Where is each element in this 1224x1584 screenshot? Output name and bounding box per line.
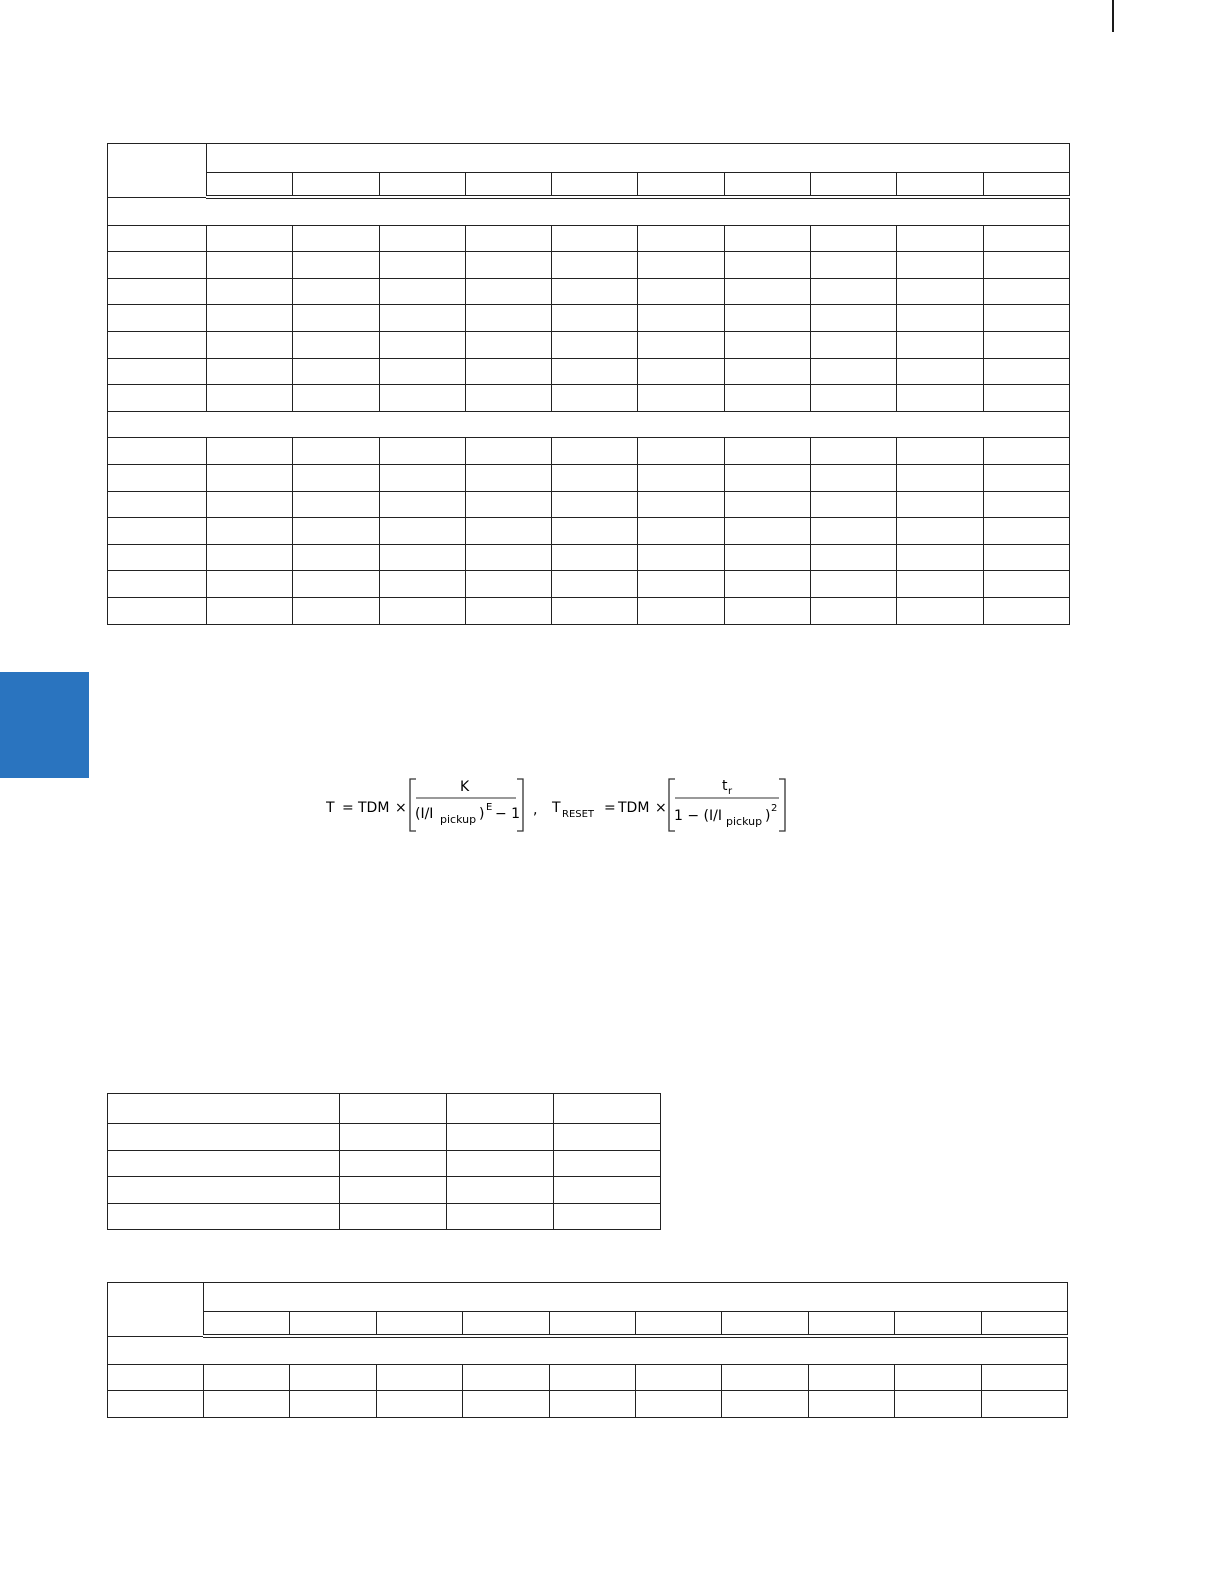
table-cell	[379, 597, 465, 624]
trip-time-equation	[326, 776, 796, 836]
table-cell	[811, 464, 897, 491]
table-cell	[554, 1150, 661, 1177]
eq-treset: T	[552, 800, 561, 816]
eq-times-2: ×	[655, 800, 667, 816]
table-cell	[379, 305, 465, 332]
header-cell	[204, 1312, 290, 1337]
table-cell	[293, 491, 379, 518]
table-cell	[293, 544, 379, 571]
table-cell	[554, 1177, 661, 1204]
table-cell	[811, 438, 897, 465]
table-cell	[981, 1391, 1067, 1418]
table-cell	[207, 438, 293, 465]
header-cell	[981, 1312, 1067, 1337]
chapter-side-tab	[0, 672, 89, 778]
table-row	[108, 358, 1070, 385]
table-cell	[638, 544, 724, 571]
table-cell	[724, 225, 810, 252]
table-cell	[108, 544, 207, 571]
table-cell	[465, 331, 551, 358]
table-cell	[722, 1391, 808, 1418]
table-cell	[724, 252, 810, 279]
header-cell	[897, 173, 983, 198]
table-cell	[340, 1203, 447, 1230]
table-cell	[108, 518, 207, 545]
curve-constants-table	[107, 1093, 661, 1230]
table-cell	[293, 305, 379, 332]
bracket-right-2-icon	[779, 779, 785, 831]
table-cell	[207, 252, 293, 279]
table-row	[108, 1177, 661, 1204]
table-cell	[724, 278, 810, 305]
table-cell	[447, 1124, 554, 1151]
header-cell	[722, 1312, 808, 1337]
table-cell	[983, 518, 1069, 545]
table-cell	[724, 358, 810, 385]
header-cell	[724, 173, 810, 198]
header-cell	[379, 173, 465, 198]
table-row	[108, 491, 1070, 518]
table-cell	[552, 491, 638, 518]
table-cell	[897, 464, 983, 491]
table-cell	[724, 571, 810, 598]
table-row	[108, 385, 1070, 412]
table-cell	[465, 438, 551, 465]
table-cell	[293, 597, 379, 624]
table-cell	[552, 278, 638, 305]
eq-pickup-sub-2: pickup	[726, 815, 763, 828]
header-row	[108, 1283, 1068, 1312]
table-cell	[207, 225, 293, 252]
table-cell	[811, 252, 897, 279]
table-cell	[897, 252, 983, 279]
table-cell	[379, 518, 465, 545]
table-cell	[811, 518, 897, 545]
table-cell	[463, 1364, 549, 1391]
table-cell	[465, 518, 551, 545]
table-cell	[811, 385, 897, 412]
header-cell	[552, 173, 638, 198]
header-cell	[808, 1312, 894, 1337]
table-cell	[108, 438, 207, 465]
eq-exp-2: 2	[771, 803, 778, 814]
header-cell	[290, 1312, 376, 1337]
table-cell	[638, 225, 724, 252]
table-cell	[108, 464, 207, 491]
table-cell	[108, 225, 207, 252]
eq-paren: )	[479, 806, 485, 822]
table-cell	[552, 331, 638, 358]
header-cell	[108, 1094, 340, 1124]
table-cell	[465, 491, 551, 518]
header-cell	[549, 1312, 635, 1337]
table-cell	[293, 518, 379, 545]
eq-equals-2: =	[604, 800, 616, 816]
table-row	[108, 518, 1070, 545]
header-row	[108, 144, 1070, 173]
table-cell	[897, 331, 983, 358]
table-cell	[379, 358, 465, 385]
header-corner-cell	[108, 144, 207, 198]
table-cell	[897, 358, 983, 385]
table-cell	[983, 571, 1069, 598]
table-cell	[983, 252, 1069, 279]
table-cell	[638, 305, 724, 332]
table-cell	[108, 1364, 204, 1391]
table-cell	[465, 358, 551, 385]
table-cell	[207, 305, 293, 332]
table-cell	[379, 571, 465, 598]
eq-comma: ,	[533, 802, 538, 818]
table-cell	[811, 571, 897, 598]
table-row	[108, 305, 1070, 332]
eq-reset-sub: RESET	[562, 809, 595, 820]
table-cell	[638, 331, 724, 358]
header-corner-cell	[108, 1283, 204, 1337]
table-cell	[552, 385, 638, 412]
table-cell	[108, 1391, 204, 1418]
header-cell	[207, 173, 293, 198]
header-cell	[895, 1312, 981, 1337]
table-cell	[340, 1150, 447, 1177]
eq-minus-one: − 1	[495, 806, 521, 822]
table-cell	[552, 464, 638, 491]
table-cell	[552, 252, 638, 279]
table-cell	[108, 385, 207, 412]
eq-equals: =	[342, 800, 354, 816]
table-cell	[554, 1124, 661, 1151]
table-row	[108, 252, 1070, 279]
table-cell	[983, 597, 1069, 624]
table-cell	[897, 597, 983, 624]
table-cell	[379, 278, 465, 305]
table-cell	[554, 1203, 661, 1230]
table-cell	[983, 438, 1069, 465]
table-cell	[981, 1364, 1067, 1391]
table-cell	[897, 278, 983, 305]
table-cell	[447, 1150, 554, 1177]
table-cell	[724, 544, 810, 571]
table-cell	[108, 305, 207, 332]
table-cell	[808, 1364, 894, 1391]
table-cell	[465, 385, 551, 412]
table-cell	[340, 1124, 447, 1151]
table-cell	[983, 305, 1069, 332]
eq-exp-e: E	[486, 802, 493, 813]
table-cell	[638, 385, 724, 412]
table-cell	[897, 305, 983, 332]
header-span-cell	[204, 1283, 1068, 1312]
table-cell	[108, 1124, 340, 1151]
table-row	[108, 1124, 661, 1151]
group-label-cell	[108, 197, 1070, 225]
header-span-cell	[207, 144, 1070, 173]
table-cell	[638, 252, 724, 279]
table-cell	[811, 331, 897, 358]
eq-times: ×	[395, 800, 407, 816]
table-cell	[552, 225, 638, 252]
table-cell	[293, 464, 379, 491]
bracket-left-icon	[410, 779, 416, 831]
table-cell	[638, 491, 724, 518]
table-cell	[638, 278, 724, 305]
table-cell	[108, 491, 207, 518]
table-cell	[983, 464, 1069, 491]
header-row	[108, 1094, 661, 1124]
table-cell	[983, 278, 1069, 305]
table-cell	[108, 571, 207, 598]
table-cell	[638, 597, 724, 624]
table-cell	[811, 491, 897, 518]
table-row	[108, 1203, 661, 1230]
table-cell	[811, 358, 897, 385]
header-cell	[635, 1312, 721, 1337]
table-cell	[379, 331, 465, 358]
table-cell	[724, 597, 810, 624]
table-cell	[811, 544, 897, 571]
curve-trip-times-table-2	[107, 1282, 1068, 1418]
table-cell	[290, 1391, 376, 1418]
table-cell	[207, 518, 293, 545]
table-cell	[552, 305, 638, 332]
table-cell	[897, 225, 983, 252]
table-cell	[811, 225, 897, 252]
table-cell	[207, 331, 293, 358]
table-cell	[293, 331, 379, 358]
table-row	[108, 597, 1070, 624]
table-cell	[204, 1391, 290, 1418]
table-cell	[293, 571, 379, 598]
table-cell	[724, 491, 810, 518]
header-cell	[465, 173, 551, 198]
table-cell	[207, 385, 293, 412]
table-cell	[108, 1177, 340, 1204]
table-cell	[379, 544, 465, 571]
table-cell	[465, 252, 551, 279]
table-cell	[552, 438, 638, 465]
eq-tdm-2: TDM	[618, 800, 650, 816]
table-row	[108, 331, 1070, 358]
table-cell	[549, 1364, 635, 1391]
table-cell	[983, 491, 1069, 518]
group-row	[108, 411, 1070, 438]
header-cell	[811, 173, 897, 198]
eq-k: K	[460, 779, 470, 795]
table-cell	[463, 1391, 549, 1418]
table-cell	[376, 1391, 462, 1418]
table-cell	[638, 358, 724, 385]
table-row	[108, 225, 1070, 252]
table-cell	[552, 358, 638, 385]
table-row	[108, 438, 1070, 465]
table-cell	[983, 385, 1069, 412]
group-row	[108, 1336, 1068, 1364]
table-cell	[379, 252, 465, 279]
table-cell	[808, 1391, 894, 1418]
top-rule-line	[1112, 0, 1114, 32]
table-cell	[638, 438, 724, 465]
table-cell	[207, 278, 293, 305]
table-cell	[108, 1150, 340, 1177]
table-cell	[724, 464, 810, 491]
table-cell	[895, 1391, 981, 1418]
table-cell	[207, 597, 293, 624]
eq-paren-2: )	[765, 808, 771, 824]
header-cell	[340, 1094, 447, 1124]
table-cell	[465, 571, 551, 598]
header-cell	[447, 1094, 554, 1124]
table-cell	[293, 385, 379, 412]
table-cell	[207, 464, 293, 491]
table-cell	[897, 491, 983, 518]
header-cell	[463, 1312, 549, 1337]
header-cell	[638, 173, 724, 198]
table-cell	[638, 464, 724, 491]
table-cell	[379, 438, 465, 465]
table-cell	[811, 278, 897, 305]
table-cell	[108, 331, 207, 358]
table-cell	[290, 1364, 376, 1391]
table-cell	[108, 252, 207, 279]
table-cell	[897, 571, 983, 598]
eq-tr-sub: r	[728, 786, 733, 797]
table-row	[108, 1364, 1068, 1391]
table-cell	[108, 278, 207, 305]
table-row	[108, 544, 1070, 571]
table-cell	[465, 278, 551, 305]
group-label-cell	[108, 411, 1070, 438]
table-cell	[108, 1203, 340, 1230]
table-row	[108, 464, 1070, 491]
table-cell	[552, 518, 638, 545]
header-row-2	[108, 1312, 1068, 1337]
table-cell	[897, 544, 983, 571]
eq-den2: 1 − (I/I	[674, 808, 722, 824]
table-cell	[635, 1391, 721, 1418]
table-cell	[724, 438, 810, 465]
group-label-cell	[108, 1336, 1068, 1364]
table-cell	[465, 597, 551, 624]
table-cell	[552, 571, 638, 598]
table-cell	[724, 518, 810, 545]
table-cell	[811, 305, 897, 332]
eq-tdm: TDM	[358, 800, 390, 816]
table-cell	[722, 1364, 808, 1391]
table-cell	[897, 438, 983, 465]
header-cell	[983, 173, 1069, 198]
bracket-right-icon	[517, 779, 523, 831]
eq-t: T	[326, 800, 335, 816]
table-cell	[638, 518, 724, 545]
equation-graphic	[326, 776, 796, 836]
table-cell	[983, 358, 1069, 385]
table-cell	[811, 597, 897, 624]
table-cell	[724, 385, 810, 412]
table-cell	[293, 358, 379, 385]
eq-pickup-sub: pickup	[440, 813, 477, 826]
header-row-2	[108, 173, 1070, 198]
table-cell	[108, 597, 207, 624]
table-row	[108, 571, 1070, 598]
table-cell	[207, 544, 293, 571]
table-cell	[293, 252, 379, 279]
table-cell	[379, 464, 465, 491]
table-cell	[635, 1364, 721, 1391]
table-cell	[465, 464, 551, 491]
table-cell	[204, 1364, 290, 1391]
table-cell	[983, 331, 1069, 358]
table-cell	[376, 1364, 462, 1391]
header-cell	[554, 1094, 661, 1124]
table-cell	[895, 1364, 981, 1391]
table-cell	[897, 518, 983, 545]
table-cell	[983, 225, 1069, 252]
table-row	[108, 1391, 1068, 1418]
eq-tr: t	[722, 778, 728, 794]
table-cell	[552, 544, 638, 571]
table-cell	[465, 225, 551, 252]
eq-den: (I/I	[415, 806, 434, 822]
table-cell	[207, 491, 293, 518]
table-cell	[207, 358, 293, 385]
table-cell	[549, 1391, 635, 1418]
table-cell	[293, 278, 379, 305]
table-cell	[724, 331, 810, 358]
table-cell	[465, 305, 551, 332]
table-cell	[108, 358, 207, 385]
table-cell	[983, 544, 1069, 571]
curve-trip-times-table	[107, 143, 1070, 625]
table-cell	[379, 385, 465, 412]
table-cell	[638, 571, 724, 598]
table-cell	[552, 597, 638, 624]
table-cell	[293, 225, 379, 252]
header-cell	[376, 1312, 462, 1337]
table-cell	[724, 305, 810, 332]
table-cell	[207, 571, 293, 598]
table-row	[108, 1150, 661, 1177]
group-row	[108, 197, 1070, 225]
table-cell	[897, 385, 983, 412]
table-row	[108, 278, 1070, 305]
table-cell	[447, 1177, 554, 1204]
table-cell	[340, 1177, 447, 1204]
header-cell	[293, 173, 379, 198]
table-cell	[379, 225, 465, 252]
table-cell	[447, 1203, 554, 1230]
table-cell	[379, 491, 465, 518]
table-cell	[293, 438, 379, 465]
table-cell	[465, 544, 551, 571]
